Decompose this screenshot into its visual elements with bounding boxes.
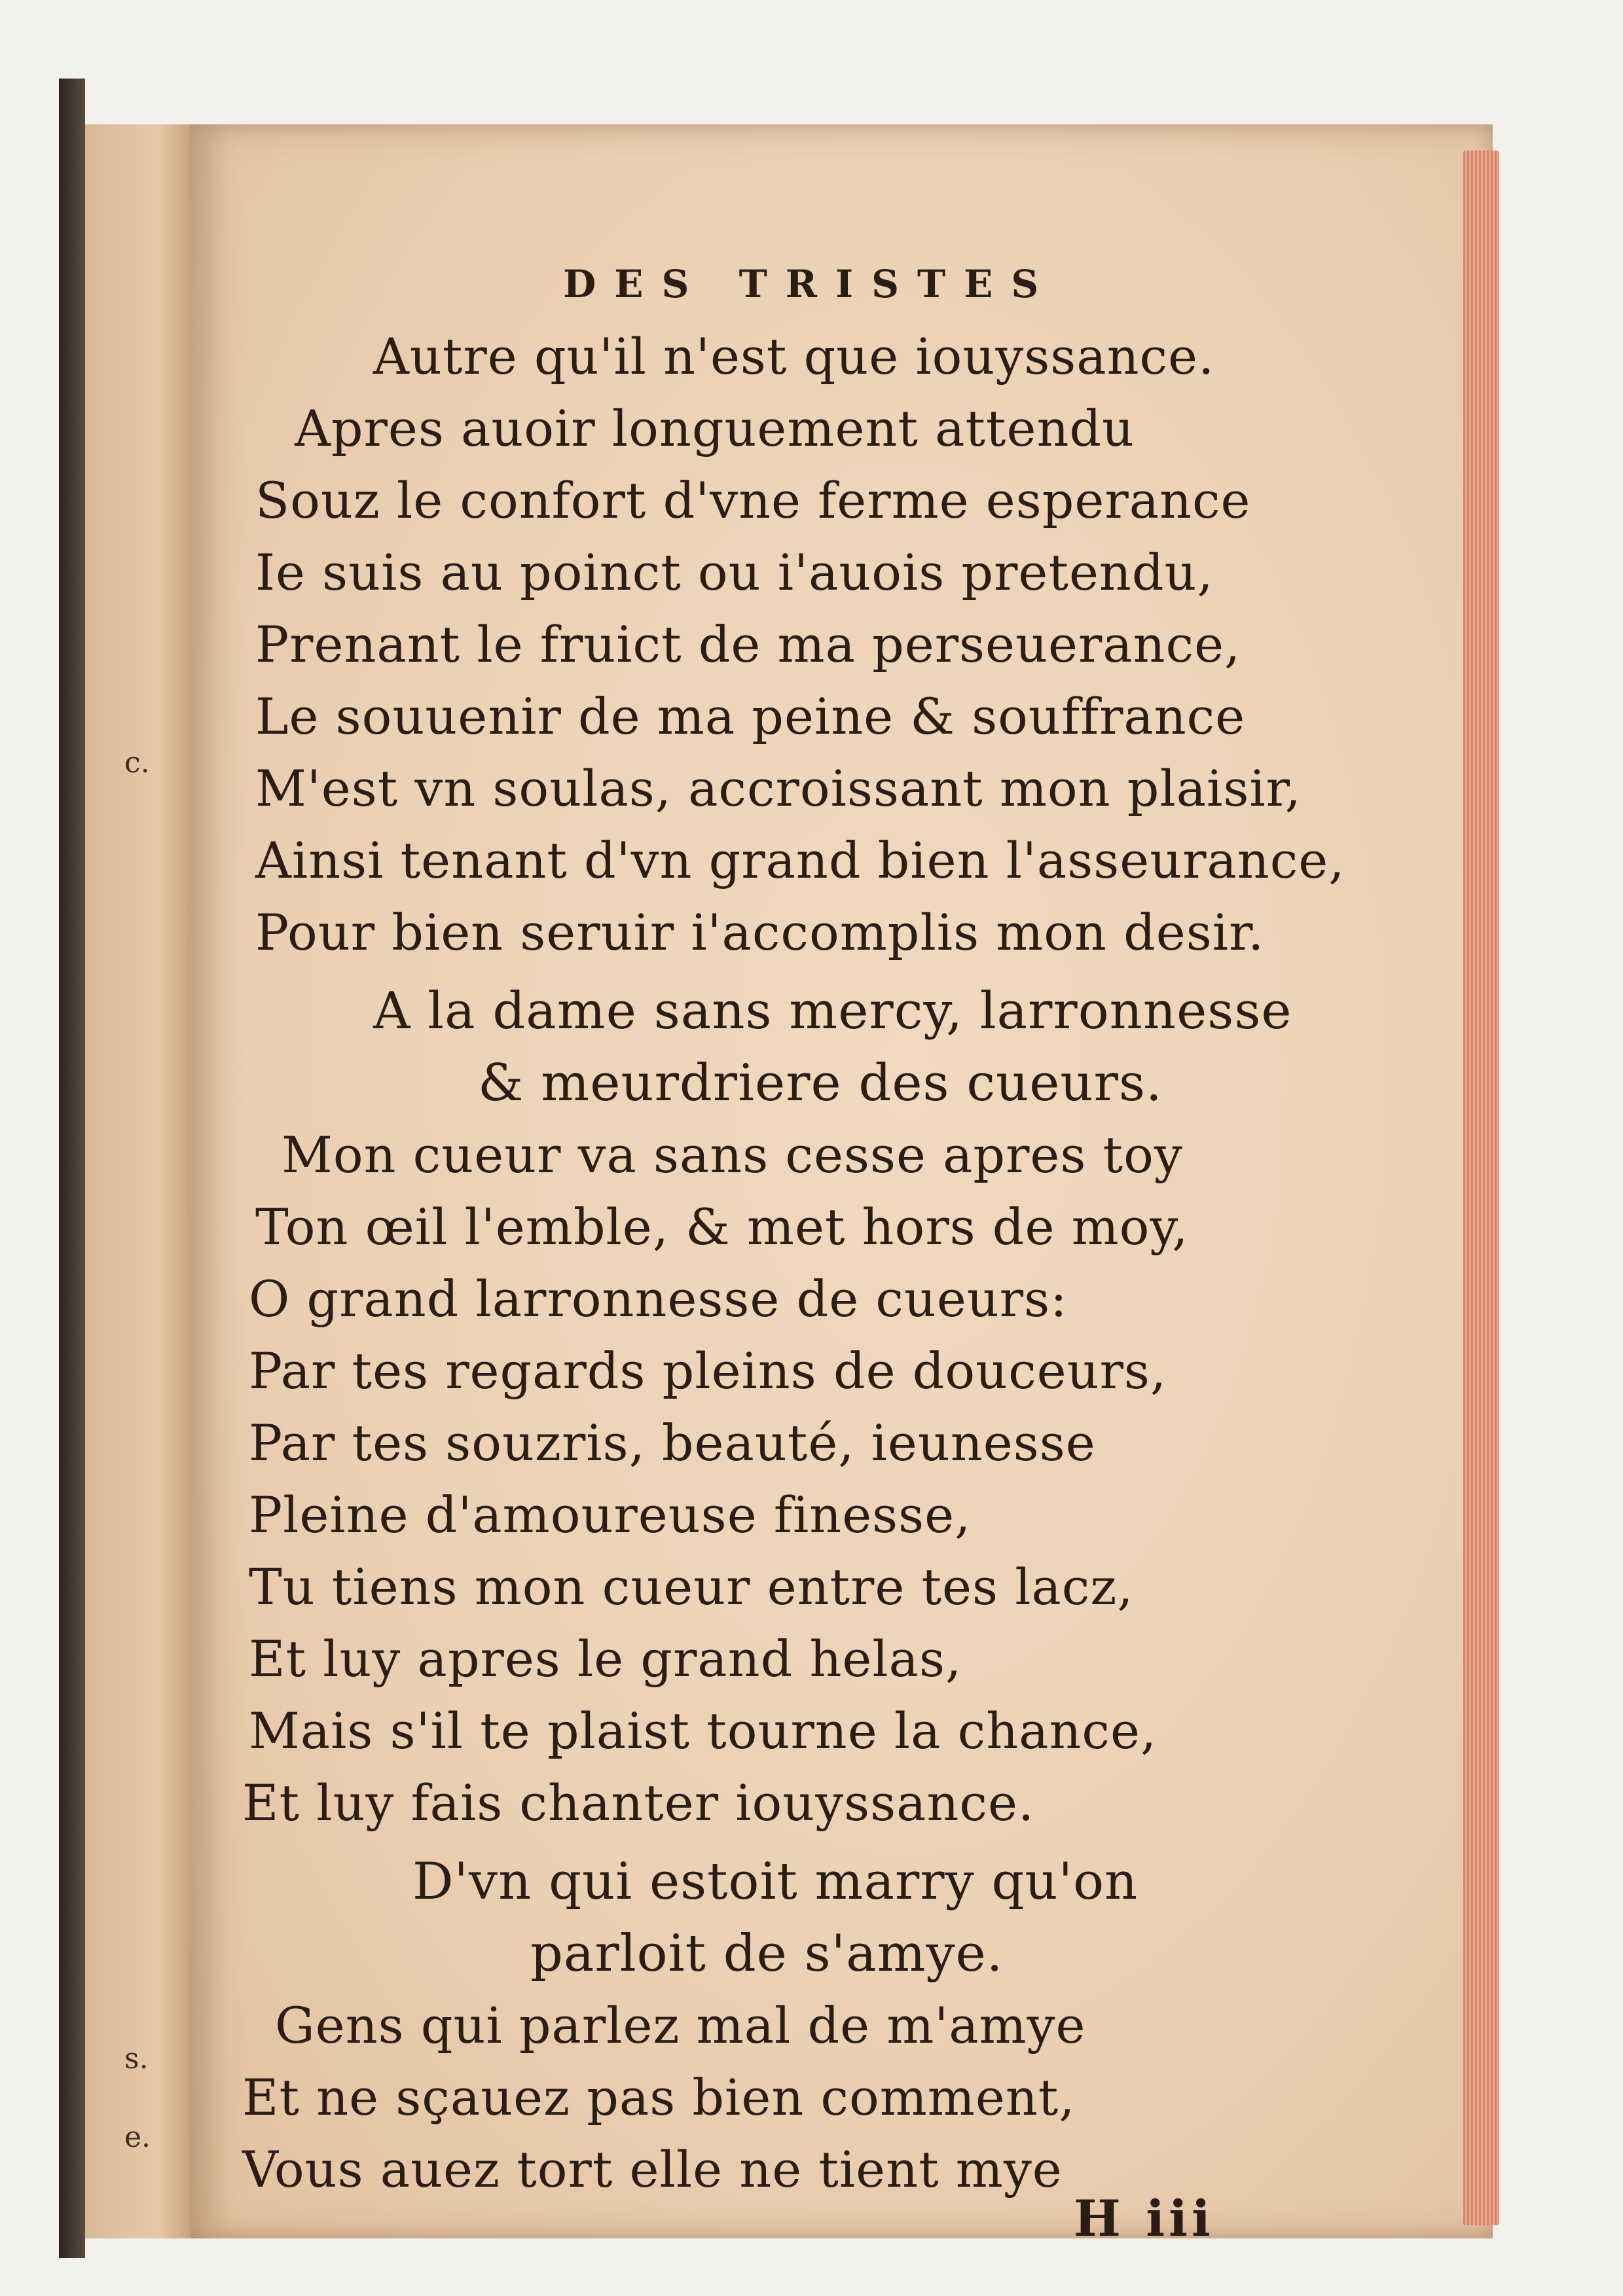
verse-line: Tu tiens mon cueur entre tes lacz,: [249, 1558, 1134, 1616]
verse-line: Vous auez tort elle ne tient mye: [242, 2140, 1063, 2198]
verse-line: Mais s'il te plaist tourne la chance,: [249, 1702, 1158, 1760]
poem-title: & meurdriere des cueurs.: [478, 1054, 1163, 1113]
left-page-edge: [85, 124, 191, 2238]
poem-title: D'vn qui estoit marry qu'on: [412, 1852, 1139, 1911]
verse-line: Pleine d'amoureuse finesse,: [249, 1486, 972, 1544]
left-page-mark: s.: [124, 2042, 149, 2075]
page-text: [190, 124, 1493, 2248]
verse-line: Ie suis au poinct ou i'auois pretendu,: [255, 543, 1214, 601]
book-spread: [59, 79, 1499, 2258]
verse-line: Autre qu'il n'est que iouyssance.: [373, 327, 1215, 386]
left-page-mark: c.: [124, 746, 150, 780]
left-page-mark: e.: [124, 2121, 151, 2154]
verse-line: Pour bien seruir i'accomplis mon desir.: [255, 903, 1265, 961]
poem-title: parloit de s'amye.: [530, 1924, 1004, 1983]
verse-line: Le souuenir de ma peine & souffrance: [255, 687, 1246, 745]
verse-line: Ton œil l'emble, & met hors de moy,: [255, 1198, 1189, 1256]
verse-line: Souz le confort d'vne ferme esperance: [255, 471, 1251, 529]
right-page: [190, 124, 1493, 2248]
running-head: DES TRISTES: [563, 262, 1057, 306]
verse-line: Par tes regards pleins de douceurs,: [249, 1342, 1167, 1400]
verse-line: Et luy fais chanter iouyssance.: [242, 1774, 1035, 1832]
verse-line: Par tes souzris, beauté, ieunesse: [249, 1414, 1096, 1472]
verse-line: Prenant le fruict de ma perseuerance,: [255, 615, 1241, 673]
verse-line: Et ne sçauez pas bien comment,: [242, 2068, 1076, 2126]
verse-line: Et luy apres le grand helas,: [249, 1630, 962, 1688]
verse-line: Apres auoir longuement attendu: [295, 399, 1135, 457]
verse-line: Mon cueur va sans cesse apres toy: [282, 1126, 1183, 1184]
signature-mark: H iii: [1074, 2189, 1214, 2248]
poem-title: A la dame sans mercy, larronnesse: [373, 982, 1292, 1041]
verse-line: Ainsi tenant d'vn grand bien l'asseurance,: [255, 831, 1345, 889]
book-spine: [59, 79, 85, 2258]
verse-line: Gens qui parlez mal de m'amye: [275, 1996, 1086, 2054]
verse-line: O grand larronnesse de cueurs:: [249, 1270, 1068, 1328]
verse-line: M'est vn soulas, accroissant mon plaisir,: [255, 759, 1302, 817]
